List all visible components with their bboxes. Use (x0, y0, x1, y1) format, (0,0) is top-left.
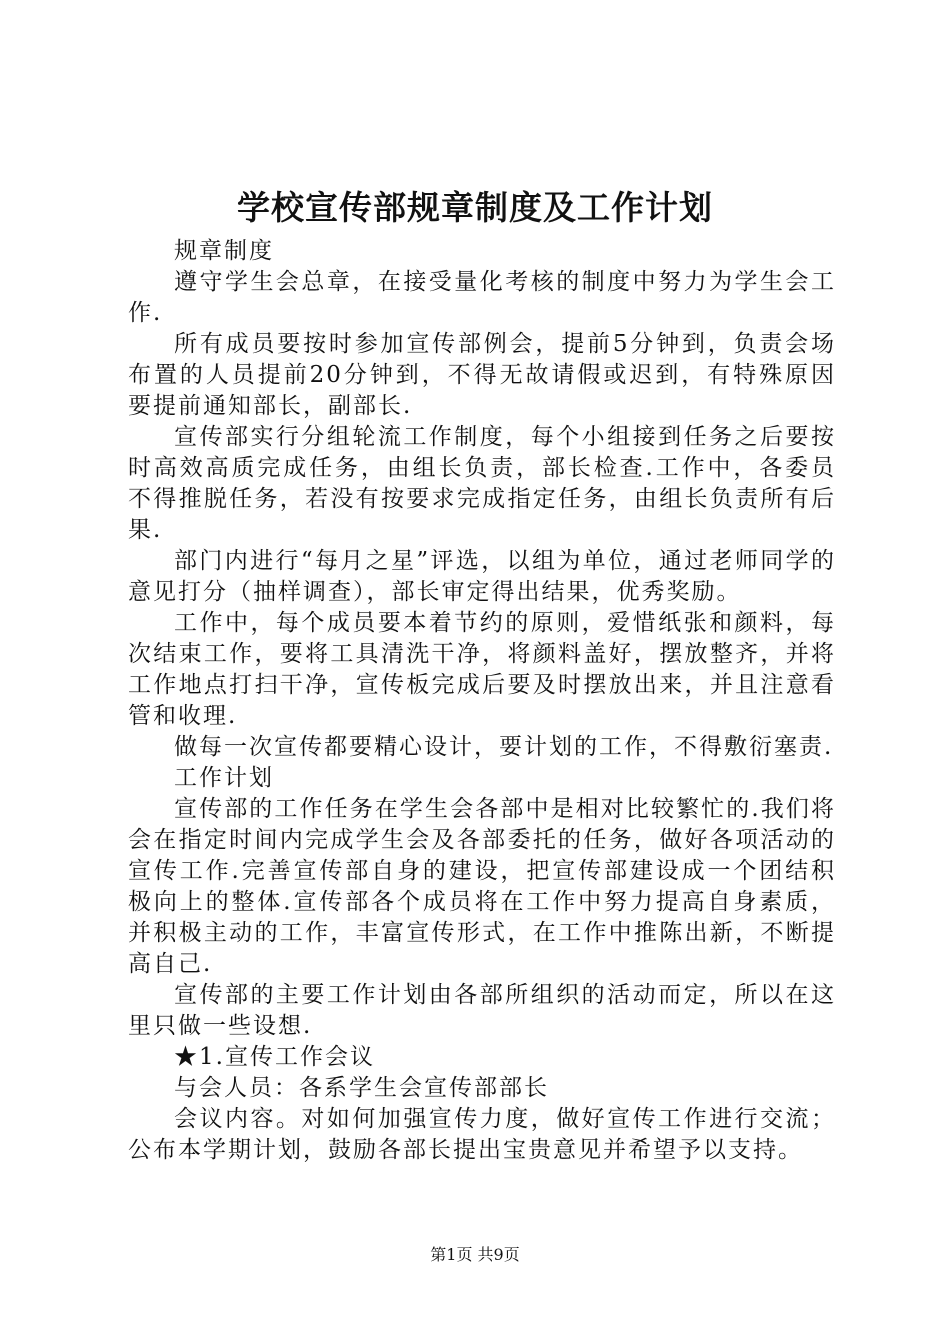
paragraph: 做每一次宣传都要精心设计，要计划的工作，不得敷衍塞责. (174, 734, 834, 760)
document-title: 学校宣传部规章制度及工作计划 (237, 188, 713, 227)
paragraph: 工作中，每个成员要本着节约的原则，爱惜纸张和颜料，每次结束工作，要将工具清洗干净，将颜料盖好，摆放整齐，并将工作地点打扫干净，宣传板完成后要及时摆放出来，并且注意看管和收理. (128, 610, 836, 729)
paragraph-section-heading: 工作计划 (174, 765, 274, 791)
paragraph-item-heading: ★1.宣传工作会议 (174, 1044, 375, 1070)
paragraph: 宣传部的工作任务在学生会各部中是相对比较繁忙的.我们将会在指定时间内完成学生会及各部委托的任务，做好各项活动的宣传工作.完善宣传部自身的建设，把宣传部建设成一个团结积极向上的整体.宣传部各个成员将在工作中努力提高自身素质，并积极主动的工作，丰富宣传形式，在工作中推陈出新，不断提高自己. (128, 796, 836, 977)
paragraph: 所有成员要按时参加宣传部例会，提前5分钟到，负责会场布置的人员提前20分钟到，不得无故请假或迟到，有特殊原因要提前通知部长，副部长. (128, 331, 836, 419)
paragraph: 宣传部实行分组轮流工作制度，每个小组接到任务之后要按时高效高质完成任务，由组长负责，部长检查.工作中，各委员不得推脱任务，若没有按要求完成指定任务，由组长负责所有后果. (128, 424, 836, 543)
paragraph: 部门内进行“每月之星”评选，以组为单位，通过老师同学的意见打分（抽样调查），部长审定得出结果，优秀奖励。 (128, 548, 836, 605)
page-number-footer: 第1页 共9页 (430, 1245, 520, 1264)
document-body (128, 236, 836, 1166)
paragraph: 宣传部的主要工作计划由各部所组织的活动而定，所以在这里只做一些设想. (128, 982, 836, 1039)
paragraph: 会议内容。对如何加强宣传力度，做好宣传工作进行交流；公布本学期计划，鼓励各部长提出宝贵意见并希望予以支持。 (128, 1106, 836, 1163)
paragraph: 遵守学生会总章，在接受量化考核的制度中努力为学生会工作. (128, 269, 836, 326)
paragraph: 与会人员：各系学生会宣传部部长 (174, 1075, 549, 1101)
paragraph-section-heading: 规章制度 (174, 238, 274, 264)
